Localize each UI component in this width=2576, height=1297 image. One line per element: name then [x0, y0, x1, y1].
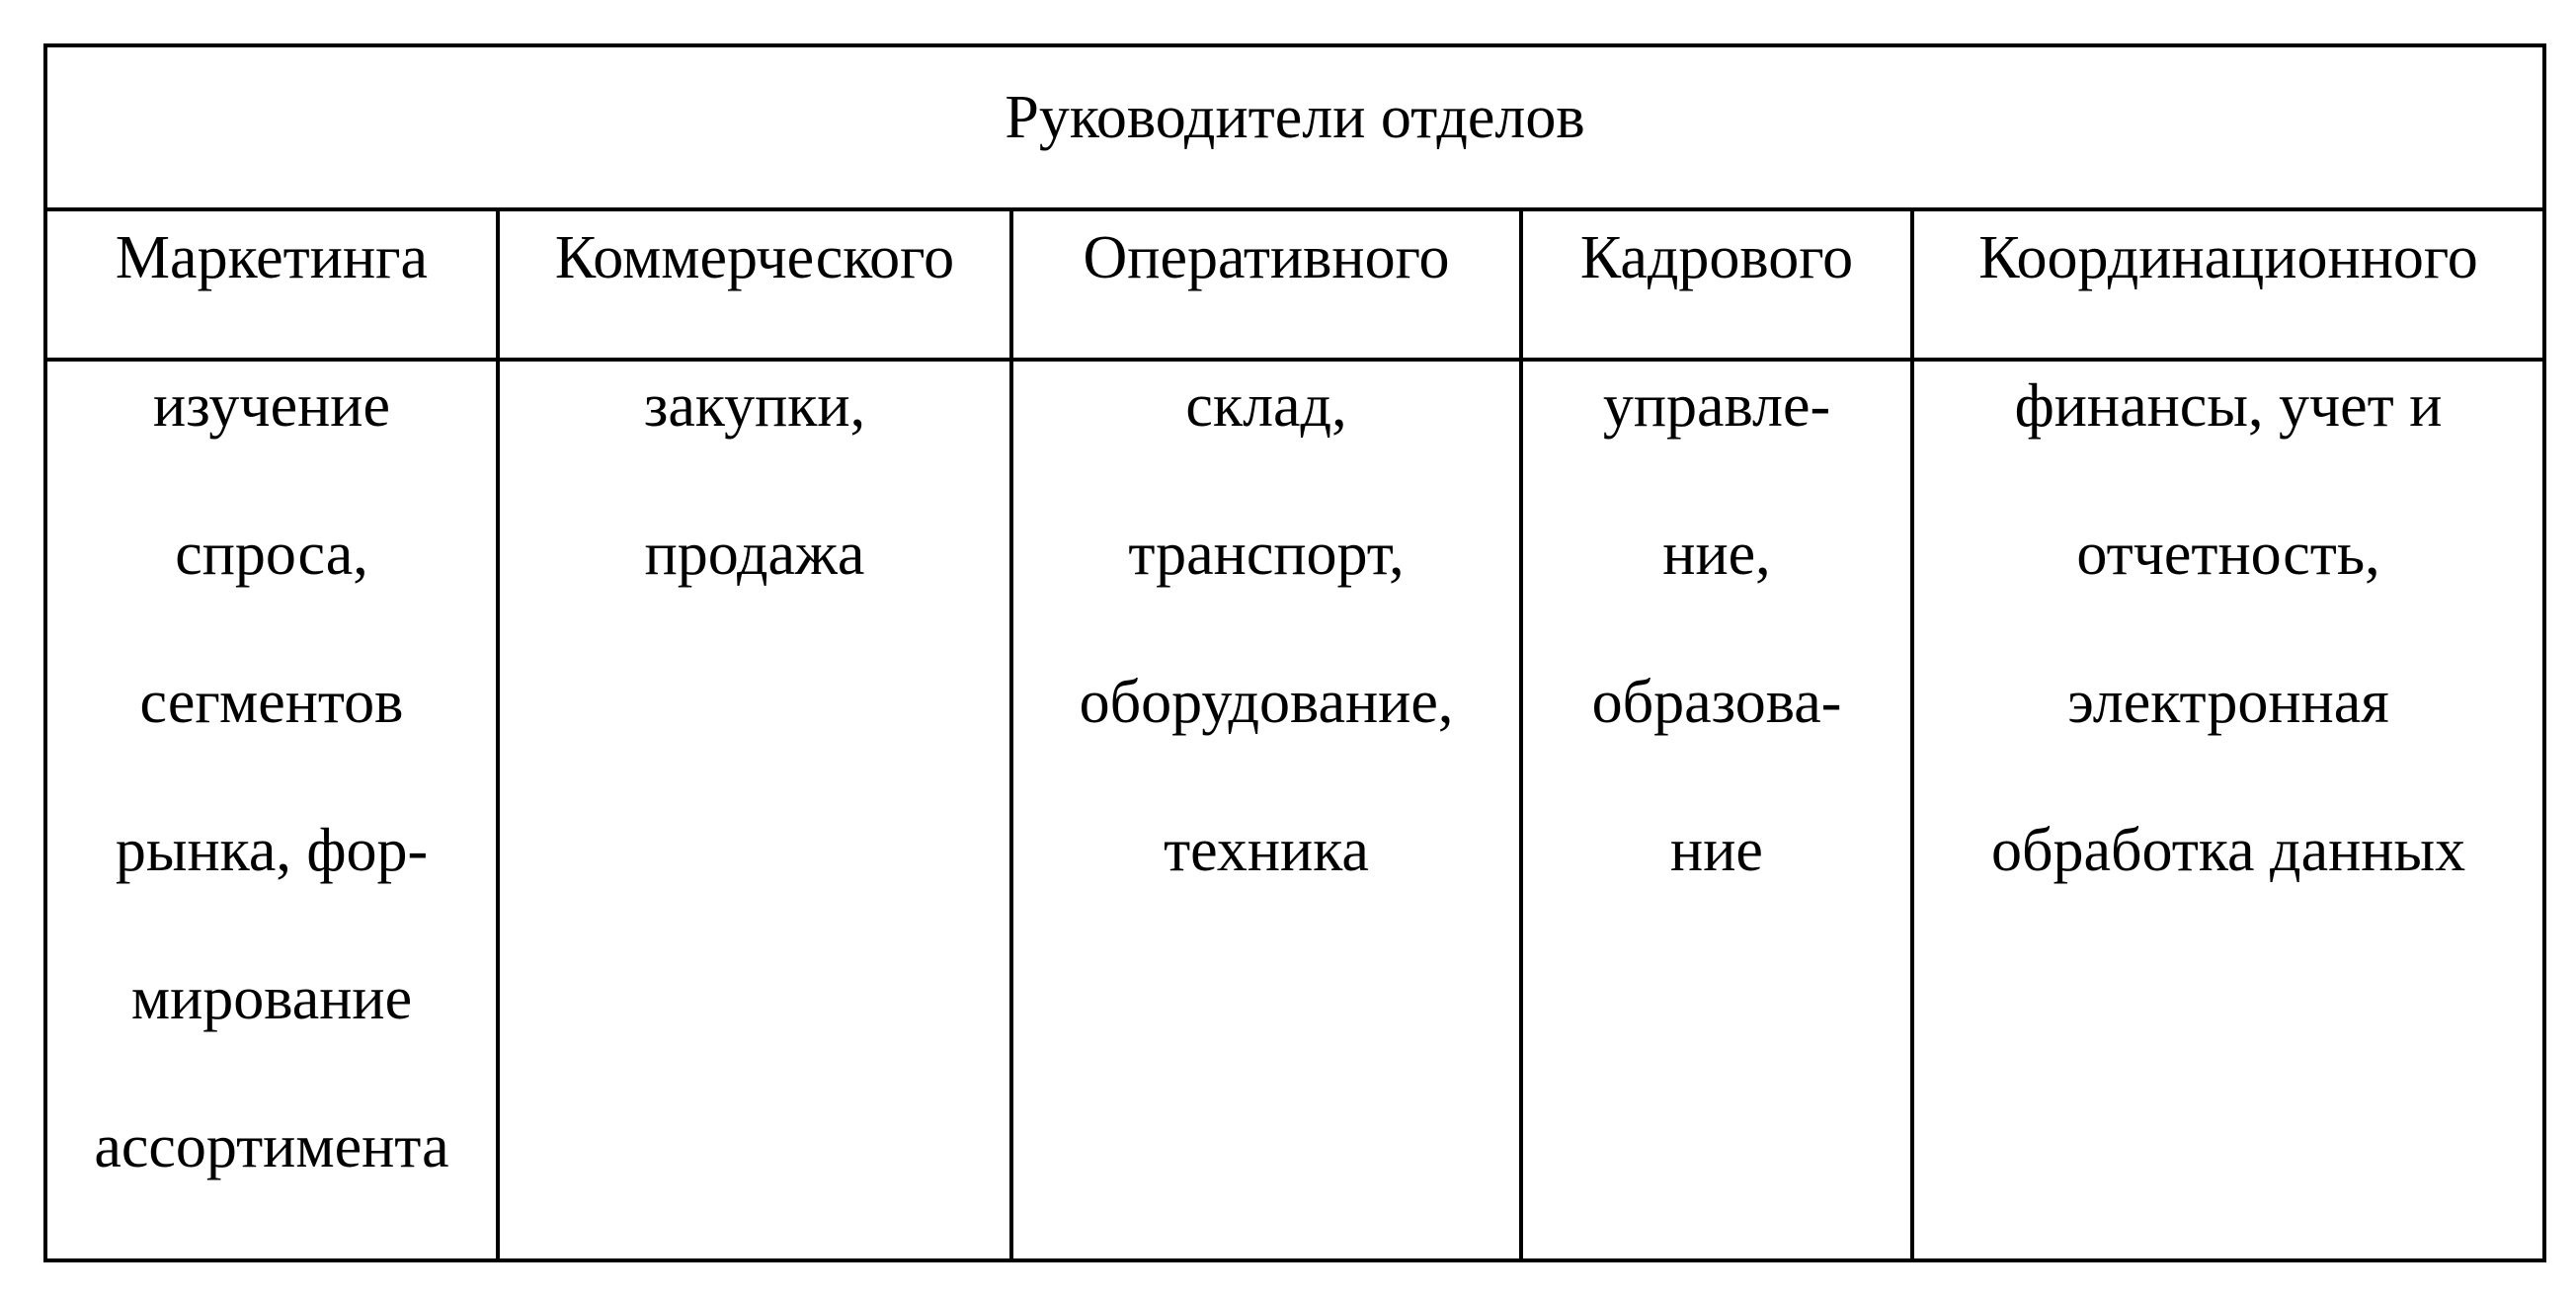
header-cell-commercial [498, 209, 1011, 360]
content-line: транспорт, [1128, 521, 1405, 588]
header-row [45, 209, 2544, 360]
content-line: продажа [644, 521, 865, 588]
content-line: рынка, фор- [115, 817, 429, 884]
content-line: управле- [1602, 372, 1831, 440]
content-row [45, 360, 2544, 1260]
table-title-row [45, 45, 2544, 209]
header-cell-operational [1011, 209, 1521, 360]
content-line: ние [1670, 817, 1763, 884]
content-cell-marketing [45, 360, 498, 1260]
header-label: Оперативного [1083, 224, 1450, 291]
content-line: финансы, учет и [2014, 372, 2443, 440]
content-cell-personnel [1521, 360, 1912, 1260]
content-line: спроса, [175, 521, 368, 588]
content-line: склад, [1185, 372, 1347, 440]
content-line: изучение [153, 372, 390, 440]
content-line: закупки, [643, 372, 866, 440]
content-cell-commercial [498, 360, 1011, 1260]
content-line: сегментов [139, 669, 404, 736]
content-line: мирование [130, 965, 413, 1032]
content-line: образова- [1591, 669, 1842, 736]
header-cell-marketing [45, 209, 498, 360]
content-line: электронная [2067, 669, 2389, 736]
header-cell-coordination [1912, 209, 2544, 360]
content-line: ние, [1662, 521, 1771, 588]
content-line: ассортимента [94, 1113, 449, 1180]
content-line: обработка данных [1990, 817, 2466, 884]
header-cell-personnel [1521, 209, 1912, 360]
content-line: отчетность, [2076, 521, 2380, 588]
content-cell-operational [1011, 360, 1521, 1260]
content-cell-coordination [1912, 360, 2544, 1260]
content-line: техника [1164, 817, 1369, 884]
header-label: Координационного [1978, 224, 2478, 291]
table-title: Руководители отделов [45, 45, 2544, 209]
header-label: Маркетинга [115, 224, 429, 291]
header-label: Коммерческого [554, 224, 955, 291]
department-heads-table [43, 43, 2546, 1262]
header-label: Кадрового [1579, 224, 1854, 291]
content-line: оборудование, [1079, 669, 1454, 736]
